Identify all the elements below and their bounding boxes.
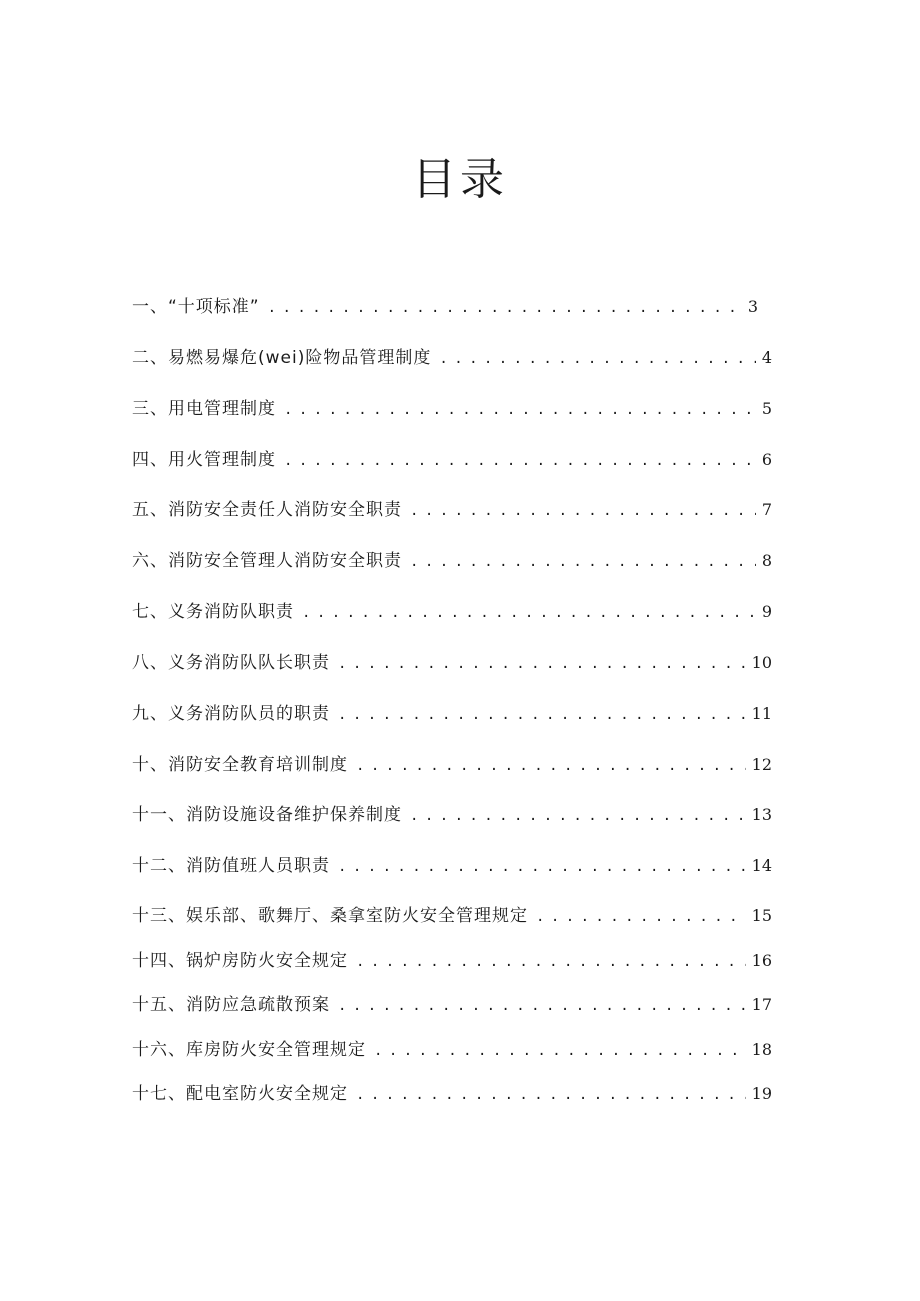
toc-page-number: 16: [751, 951, 772, 970]
toc-entry[interactable]: [132, 548, 772, 574]
toc-page-number: 19: [751, 1084, 772, 1103]
toc-entry-label: 一、“十项标准”: [132, 297, 260, 317]
toc-entry[interactable]: [132, 1037, 772, 1063]
toc-entry-label: 四、用火管理制度: [132, 450, 276, 470]
toc-dot-leader: [338, 651, 746, 677]
toc-entry[interactable]: [132, 447, 772, 473]
toc-page-number: 17: [751, 995, 772, 1014]
toc-entry[interactable]: [132, 497, 772, 523]
toc-dot-leader: [410, 498, 756, 524]
toc-entry[interactable]: [132, 802, 772, 828]
toc-page-number: 15: [751, 906, 772, 925]
toc-entry-label: 十三、娱乐部、歌舞厅、桑拿室防火安全管理规定: [132, 906, 528, 926]
toc-entry[interactable]: [132, 752, 772, 778]
toc-entry[interactable]: [132, 992, 772, 1018]
toc-entry-label: 三、用电管理制度: [132, 399, 276, 419]
toc-dot-leader: [268, 295, 742, 321]
toc-dot-leader: [536, 904, 746, 930]
toc-entry-label: 十七、配电室防火安全规定: [132, 1084, 348, 1104]
toc-dot-leader: [284, 397, 756, 423]
toc-entry-label: 二、易燃易爆危(wei)险物品管理制度: [132, 348, 432, 368]
toc-entry[interactable]: [132, 294, 758, 320]
page-title: 目录: [412, 154, 508, 205]
toc-page-number: 11: [751, 704, 772, 723]
toc-dot-leader: [284, 448, 756, 474]
toc-page-number: 6: [761, 450, 772, 469]
toc-entry-label: 十二、消防值班人员职责: [132, 856, 330, 876]
toc-page-number: 12: [751, 755, 772, 774]
toc-page-number: 4: [761, 348, 772, 367]
toc-dot-leader: [439, 346, 755, 372]
toc-entry-label: 十一、消防设施设备维护保养制度: [132, 805, 402, 825]
toc-dot-leader: [356, 753, 746, 779]
toc-dot-leader: [302, 600, 756, 626]
toc-page-number: 7: [761, 500, 772, 519]
toc-entry-label: 六、消防安全管理人消防安全职责: [132, 551, 402, 571]
toc-dot-leader: [410, 803, 746, 829]
toc-entry[interactable]: [132, 345, 772, 371]
toc-entry[interactable]: [132, 1081, 772, 1107]
toc-dot-leader: [338, 702, 746, 728]
toc-page-number: 9: [761, 602, 772, 621]
toc-dot-leader: [356, 1082, 746, 1108]
toc-page-number: 5: [761, 399, 772, 418]
toc-entry[interactable]: [132, 853, 772, 879]
toc-entry[interactable]: [132, 650, 772, 676]
toc-dot-leader: [338, 993, 746, 1019]
toc-entry-label: 十六、库房防火安全管理规定: [132, 1040, 366, 1060]
toc-page-number: 8: [761, 551, 772, 570]
toc-page-number: 18: [751, 1040, 772, 1059]
toc-entry-label: 八、义务消防队队长职责: [132, 653, 330, 673]
toc-entry[interactable]: [132, 903, 772, 929]
toc-entry-label: 十、消防安全教育培训制度: [132, 755, 348, 775]
toc-dot-leader: [410, 549, 756, 575]
toc-dot-leader: [374, 1038, 746, 1064]
toc-entry[interactable]: [132, 948, 772, 974]
toc-page-number: 3: [747, 297, 758, 316]
toc-entry[interactable]: [132, 599, 772, 625]
toc-page-number: 13: [751, 805, 772, 824]
toc-entry-label: 九、义务消防队员的职责: [132, 704, 330, 724]
toc-entry-label: 十五、消防应急疏散预案: [132, 995, 330, 1015]
toc-dot-leader: [338, 854, 746, 880]
toc-dot-leader: [356, 949, 746, 975]
toc-entry-label: 七、义务消防队职责: [132, 602, 294, 622]
toc-page-number: 10: [751, 653, 772, 672]
toc-entry[interactable]: [132, 701, 772, 727]
toc-entry[interactable]: [132, 396, 772, 422]
toc-page-number: 14: [751, 856, 772, 875]
toc-entry-label: 五、消防安全责任人消防安全职责: [132, 500, 402, 520]
toc-entry-label: 十四、锅炉房防火安全规定: [132, 951, 348, 971]
